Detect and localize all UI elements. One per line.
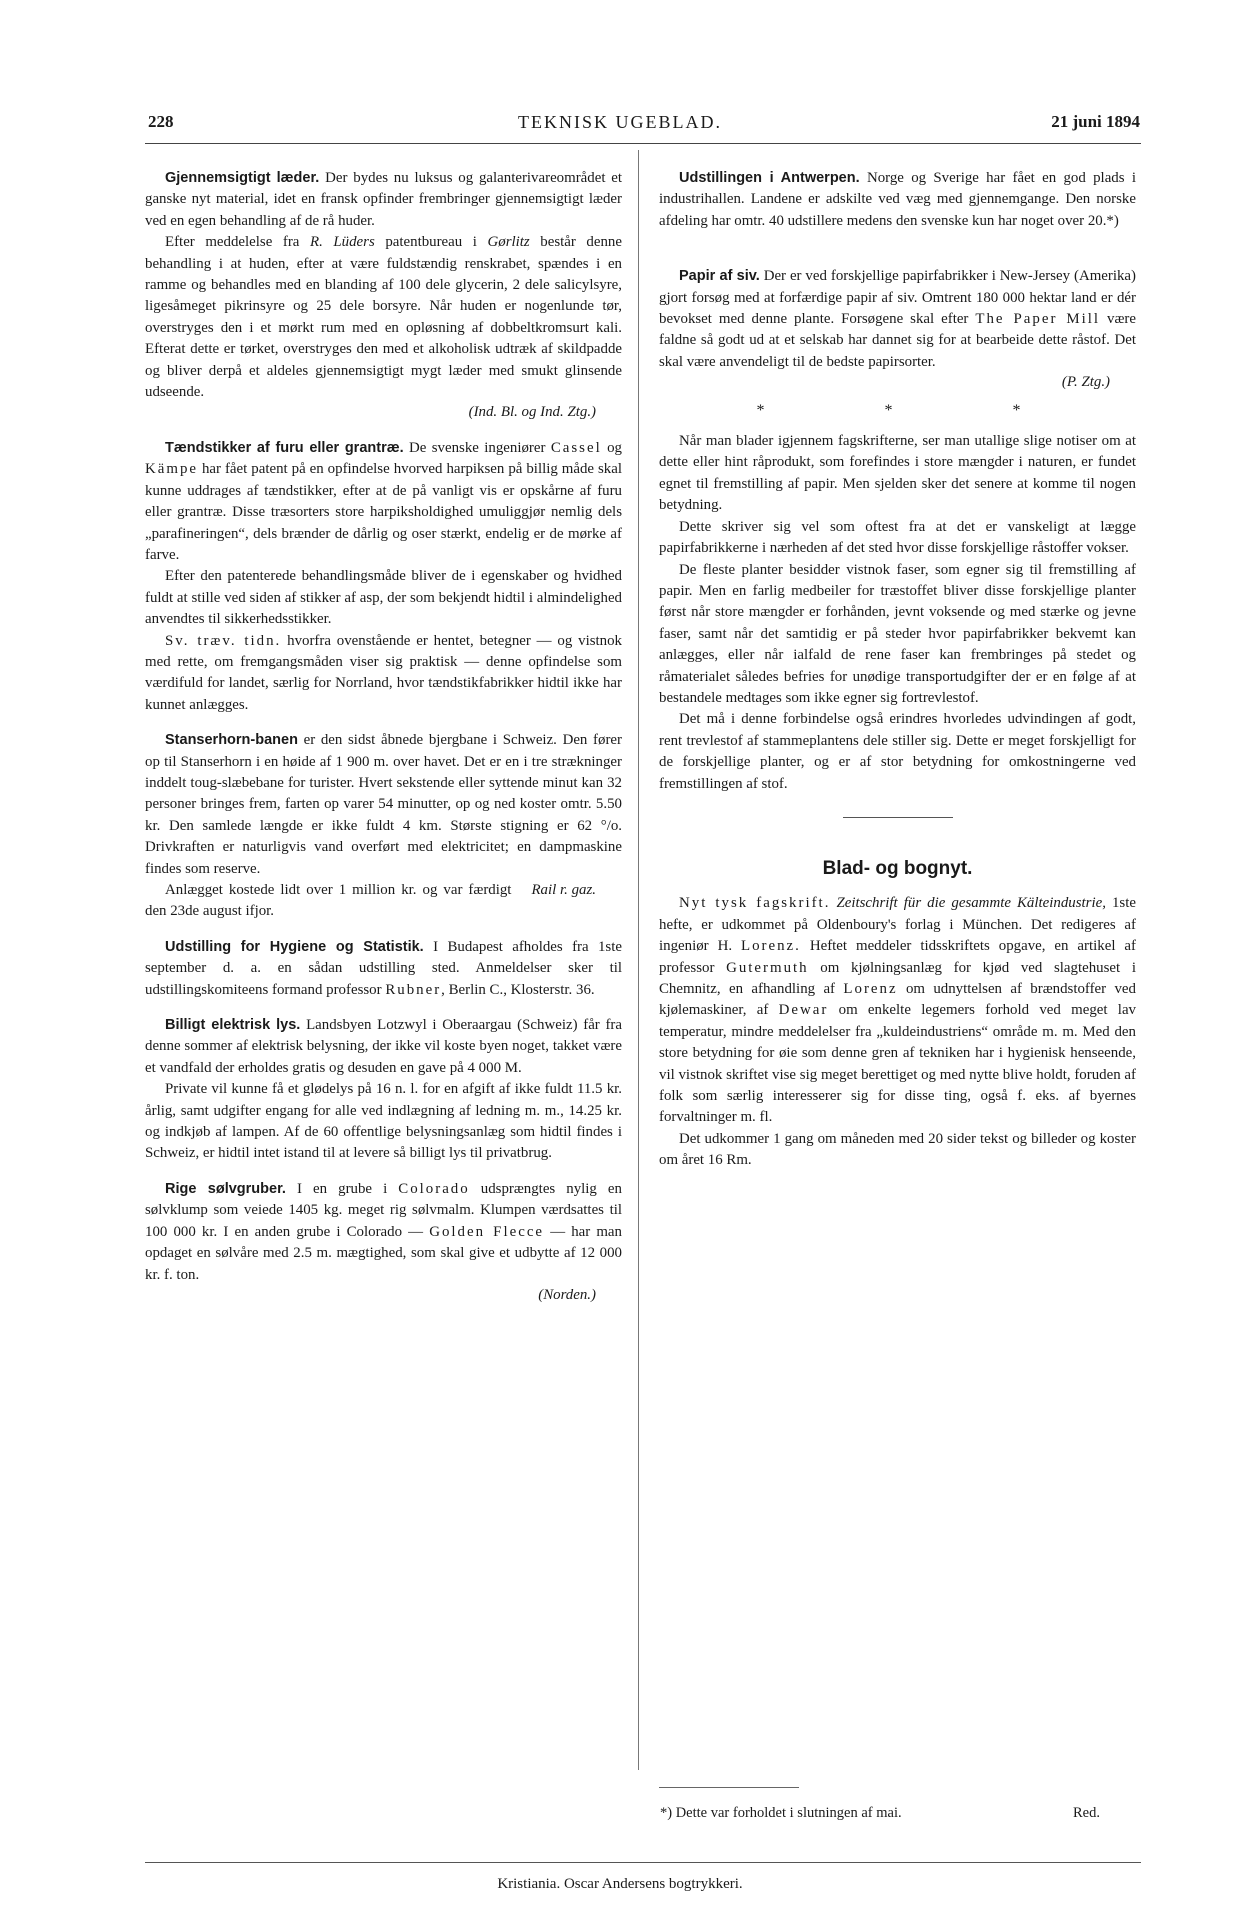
footnote-text: *) Dette var forholdet i slutningen af mai. — [660, 1805, 902, 1821]
article-heading: Tændstikker af furu eller grantræ. — [165, 439, 404, 456]
printer-imprint: Kristiania. Oscar Andersens bogtrykkeri. — [497, 1876, 743, 1892]
header-rule — [145, 143, 1141, 144]
footnote-rule — [659, 1787, 799, 1788]
column-divider — [638, 150, 639, 1770]
article-antwerp: Udstillingen i Antwerpen. Norge og Sverige har fået en god plads i industrihallen. Landene er adskilte ved væg med gjennemgange. Den norske afdeling har omtr. 40 udstillere medens den svenske kun har noget over 20.*) — [659, 170, 1136, 229]
page-number: 228 — [148, 112, 174, 131]
article-reed-paper: Papir af siv. Der er ved forskjellige papirfabrikker i New-Jersey (Amerika) gjort forsøg med at forfærdige papir af siv. Omtrent 180 000 hektar land er dér bevokset med denne plante. Forsøgene skal efter The Paper Mill være faldne så godt ud at et selskab har dannet sig for at bearbeide dette råstof. Det skal være anvendeligt til de bedste papirsorter. (P. Ztg.) — [659, 266, 1136, 393]
article-new-journal: Nyt tysk fagskrift. Zeitschrift für die gesammte Kälteindustrie, 1ste hefte, er udkommet på Oldenboury's forlag i München. Det redigeres af ingeniør H. Lorenz. Heftet meddeler tidsskriftets opgave, en artikel af professor Gutermuth om kjølningsanlæg for kjød ved slagtehuset i Chemnitz, en afhandling af Lorenz om udnyttelsen af brændstoffer ved kjølemaskiner, af Dewar om enkelte legemers forhold ved meget lav temperatur, mindre meddelelser fra „kuldeindustriens“ område m. m. Med den store betydning for øie som denne gren af tekniken har i hygienisk henseende, vil vistnok skriftet vise sig meget berettiget og med nytte blive holdt, foruden af folk som særlig interesserer sig for disse ting, også f. eks. af byernes forvaltninger m. fl. Det udkommer 1 gang om måneden med 20 sider tekst og billeder og koster om året 16 Rm. — [659, 895, 1137, 1169]
article-heading: Rige sølvgruber. — [165, 1180, 286, 1197]
article-raw-materials: Når man blader igjennem fagskrifterne, ser man utallige slige notiser om at dette eller hint råprodukt, som forefindes i store mængder i naturen, er fundet egnet til fremstilling af papir. Men sjelden sker det senere at komme til nogen betydning. Dette skriver sig vel som oftest fra at det er vanskeligt at lægge papirfabrikkerne i nærheden af det sted hvor disse forskjellige råstoffer vokser. De fleste planter besidder vistnok faser, som egner sig til fremstilling af papir. Men en farlig medbeiler for træstoffet bliver disse forskjellige planter først når store mængder er forhånden, jevnt voksende og med stærke og jevne faser, samt når det samtidig er på steder hvor papirfabrikker bekvemt kan anlægges, eller når ialfald de rene faser kan frembringes på stedet og råmaterialet således befries for unødige transportudgifter der er en følge af at bestandele medtages som ikke egner sig fortrevlestof. Det må i denne forbindelse også erindres hvorledes udvindingen af godt, rent trevlestof af stammeplantens dele stiller sig. Dette er meget forskjelligt for de forskjellige planter, og er af stor betydning for omkostningerne ved fremstillingen af stof. — [659, 433, 1136, 792]
article-stanserhorn: Stanserhorn-banen er den sidst åbnede bjergbane i Schweiz. Den fører op til Stanserhorn i en høide af 1 900 m. over havet. Det er en i tre strækninger inddelt toug-slæbebane for turister. Hvert sekstende eller syttende minut kan 32 personer bringes frem, farten op varer 54 minutter, op og ned koster omtr. 5.50 kr. Den samlede længde er ikke fuldt 4 km. Største stigning er 62 °/o. Drivkraften er naturligvis vand overført med elektricitet; en dampmaskine findes som reserve. Rail r. gaz. Anlægget kostede lidt over 1 million kr. og var færdigt den 23de august ifjor. — [145, 732, 622, 920]
article-source: (Ind. Bl. og Ind. Ztg.) — [468, 404, 596, 421]
article-source: (P. Ztg.) — [1061, 374, 1110, 391]
issue-date: 21 juni 1894 — [1051, 112, 1140, 131]
article-source: (Norden.) — [538, 1286, 596, 1303]
article-heading: Stanserhorn-banen — [165, 732, 298, 749]
article-source: Rail r. gaz. — [531, 882, 596, 898]
article-heading: Billigt elektrisk lys. — [165, 1017, 301, 1034]
article-heading: Papir af siv. — [679, 268, 760, 285]
article-silver-mines: Rige sølvgruber. I en grube i Colorado udsprængtes nylig en sølvklump som veiede 1405 kg. meget rig sølvmalm. Klumpen værdsattes til 100 000 kr. I en anden grube i Colorado — Golden Flecce — har man opdaget en sølvåre med 2.5 m. mægtighed, som skal give et udbytte af 12 000 kr. f. ton. (Norden.) — [145, 1179, 622, 1306]
footer-rule — [145, 1862, 1141, 1863]
left-column — [145, 168, 622, 1306]
article-matches: Tændstikker af furu eller grantræ. De svenske ingeniører Cassel og Kämpe har fået patent på en opfindelse hvorved harpiksen på billig måde skal kunne uddrages af tændstikker, efter at de på vanligt vis er opskårne af furu eller grantræ. Disse træsorters store harpiksholdighed umuliggjør nemlig dels „parafineringen“, dels brænder de dårlig og oser stærkt, endelig er de mørke af farve. Efter den patenterede behandlingsmåde bliver de i egenskaber og hvidhed fuldt at stille ved siden af stikker af asp, der som bekjendt hidtil i almindelighed anvendtes til sikkerhedsstikker. Sv. træv. tidn. hvorfra ovenstående er hentet, betegner — og vistnok med rette, om fremgangsmåden viser sig praktisk — denne opfindelse som værdifuld for landet, særlig for Norrland, hvor tændstikfabrikker hidtil ikke har kunnet anlægges. — [145, 439, 622, 713]
journal-title: TEKNISK UGEBLAD. — [518, 112, 722, 132]
article-heading: Udstilling for Hygiene og Statistik. — [165, 938, 424, 955]
article-heading: Udstillingen i Antwerpen. — [679, 170, 860, 186]
section-title: Blad- og bognyt. — [822, 857, 973, 879]
footnote — [660, 1805, 1100, 1822]
section-stars: * * * — [756, 401, 1079, 419]
article-transparent-leather: Gjennemsigtigt læder. Der bydes nu luksus og galanterivareområdet et ganske nyt material, idet en fransk opfinder frembringer gjennemsigtigt læder ved en egen behandling af de rå huder. Efter meddelelse fra R. Lüders patentbureau i Gørlitz består denne behandling i at huden, efter at være fuldstændig renskrabet, spændes i en ramme og behandles med en blanding af 100 dele glycerin, 2 dele salicylsyre, ligesåmeget pikrinsyre og 25 dele borsyre. Når huden er nogenlunde tør, overstryges den i et mørkt rum med en opløsning af dobbeltkromsurt kali. Efterat dette er tørket, overstryges den med et alkoholisk udtræk af skildpadde og bliver derpå et aldeles gjennemsigtigt mygt læder med smukt glinsende udseende. (Ind. Bl. og Ind. Ztg.) — [145, 168, 622, 424]
right-column — [659, 168, 1136, 1172]
footnote-signature: Red. — [1073, 1805, 1100, 1821]
section-divider — [843, 817, 953, 818]
article-electric-light: Billigt elektrisk lys. Landsbyen Lotzwyl i Oberaargau (Schweiz) får fra denne sommer af elektrisk belysning, der ikke vil koste byen noget, takket være et vandfald der erholdes gratis og desuden en gave på 4 000 M. Private vil kunne få et glødelys på 16 n. l. for en afgift af ikke fuldt 11.5 kr. årlig, samt udgifter engang for alle ved indlægning af ledning m. m., 14.25 kr. og indkjøb af lampen. Af de 60 offentlige belysningsanlæg som hidtil findes i Schweiz, er hidtil intet istand til at levere så billigt lys til privatbrug. — [145, 1017, 622, 1162]
article-hygiene-exhibition: Udstilling for Hygiene og Statistik. I Budapest afholdes fra 1ste september d. a. en sådan udstilling sted. Anmeldelser sker til udstillingskomiteens formand professor Rubner, Berlin C., Klosterstr. 36. — [145, 938, 622, 998]
article-heading: Gjennemsigtigt læder. — [165, 170, 320, 186]
